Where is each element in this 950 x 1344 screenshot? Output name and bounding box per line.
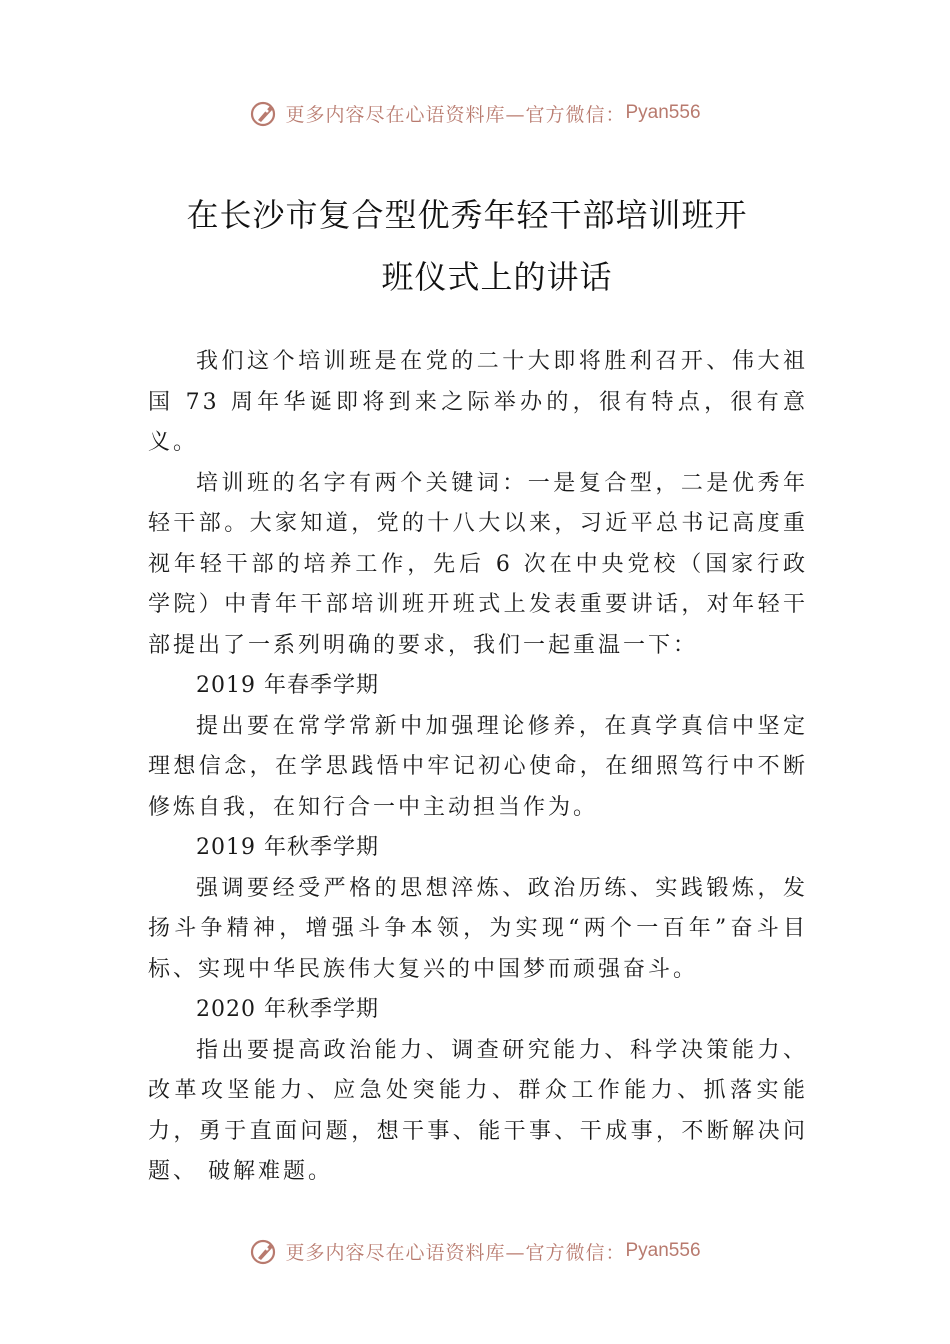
section-heading-2019-spring: 2019 年春季学期 (196, 673, 379, 698)
footer-watermark (0, 1236, 950, 1266)
pen-nib-logo-icon (249, 1236, 279, 1266)
section-heading-2019-autumn: 2019 年秋季学期 (196, 835, 379, 860)
paragraph-intro: 我们这个培训班是在党的二十大即将胜利召开、伟大祖国 73 周年华诞即将到来之际举办的，很有特点，很有意义。 (148, 349, 808, 455)
paragraph-2019-autumn: 强调要经受严格的思想淬炼、政治历练、实践锻炼，发扬斗争精神，增强斗争本领，为实现“两个一百年”奋斗目标、实现中华民族伟大复兴的中国梦而顽强奋斗。 (148, 875, 808, 982)
document-title-line-1: 在长沙市复合型优秀年轻干部培训班开 (186, 196, 748, 234)
paragraph-2019-spring: 提出要在常学常新中加强理论修养，在真学真信中坚定理想信念，在学思践悟中牢记初心使命，在细照笃行中不断修炼自我，在知行合一中主动担当作为。 (148, 713, 808, 820)
watermark-handle: Pyan556 (625, 102, 701, 123)
document-body (148, 342, 808, 1193)
watermark-handle: Pyan556 (625, 1240, 701, 1261)
paragraph-2020-autumn: 指出要提高政治能力、调查研究能力、科学决策能力、改革攻坚能力、应急处突能力、群众工作能力、抓落实能力，勇于直面问题，想干事、能干事、干成事，不断解决问题、 破解难题。 (148, 1037, 808, 1184)
paragraph-keywords: 培训班的名字有两个关键词：一是复合型，二是优秀年轻干部。大家知道，党的十八大以来，习近平总书记高度重视年轻干部的培养工作，先后 6 次在中央党校（国家行政学院）中青年干部培训班开班式上发表重要讲话，对年轻干部提出了一系列明确的要求，我们一起重温一下： (148, 470, 808, 658)
watermark-text: 更多内容尽在心语资料库—官方微信： (285, 1241, 626, 1264)
pen-nib-logo-icon (249, 98, 279, 128)
section-heading-2020-autumn: 2020 年秋季学期 (196, 997, 379, 1022)
watermark-text: 更多内容尽在心语资料库—官方微信： (285, 103, 626, 126)
header-watermark (0, 98, 950, 128)
document-title-line-2: 班仪式上的讲话 (381, 258, 613, 296)
